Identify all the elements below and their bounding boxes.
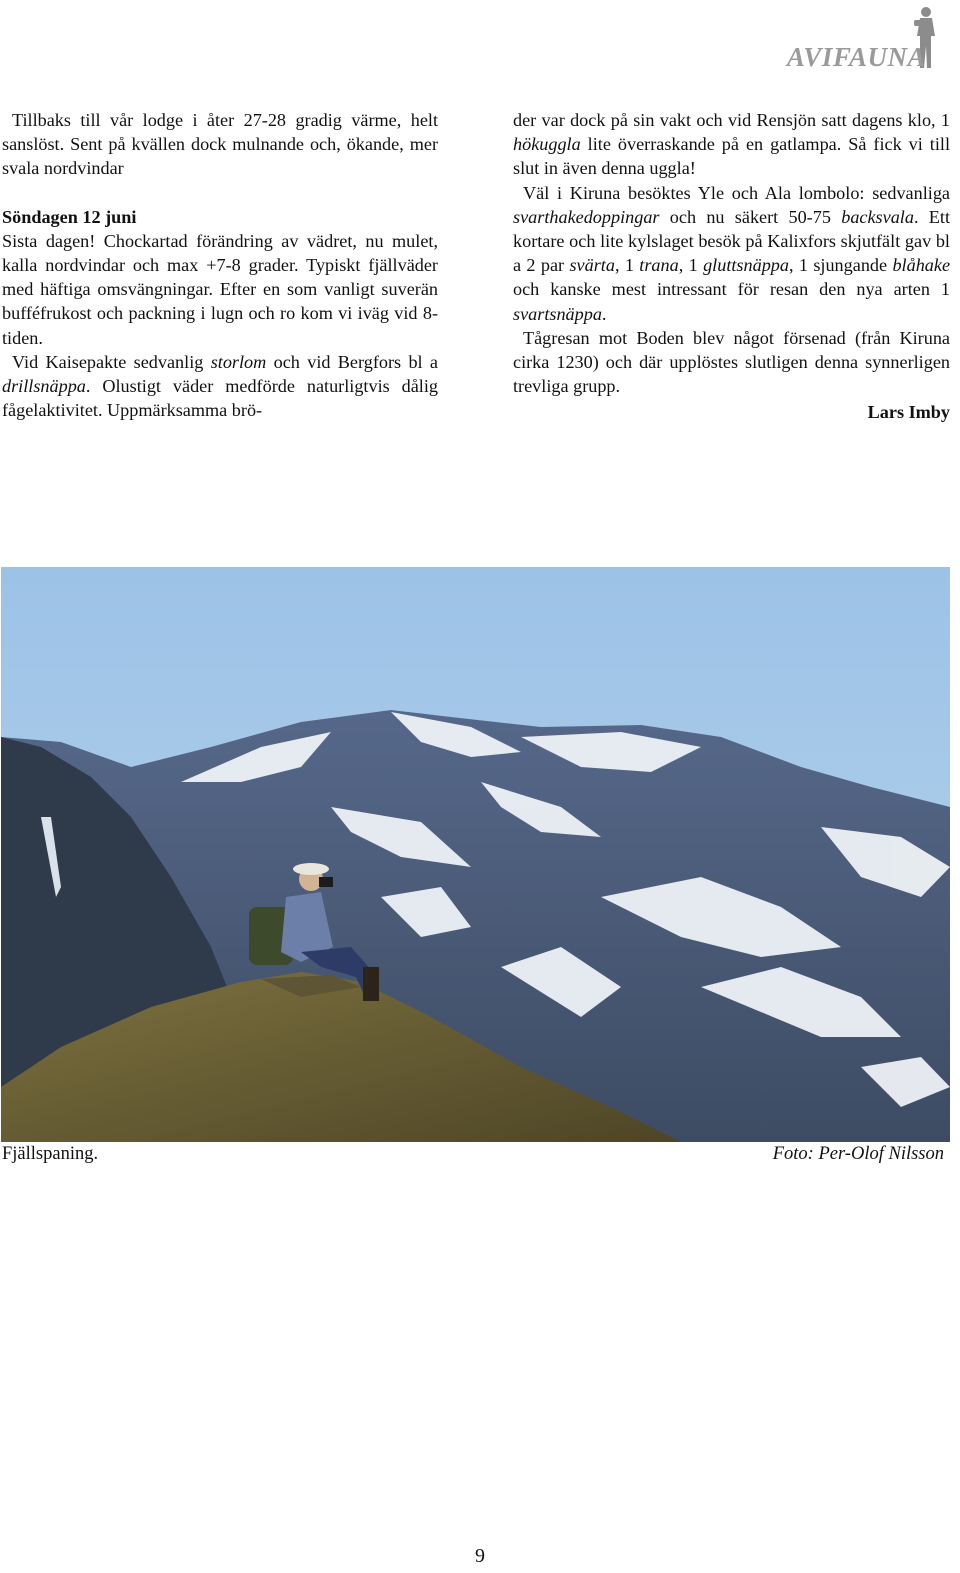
paragraph: Väl i Kiruna besöktes Yle och Ala lombolo: sedvanliga svarthakedoppingar och nu säkert 50-75 backsvala. Ett kortare och lite kylslaget besök på Kalixfors skjutfält gav bl a 2 par svärta, 1 trana, 1 gluttsnäppa, 1 sjungande blåhake och kanske mest intressant för resan den nya arten 1 svartsnäppa. [513,182,951,324]
species-name: backsvala [841,206,914,227]
species-name: gluttsnäppa [703,255,789,276]
photo-credit: Foto: Per-Olof Nilsson [772,1144,944,1164]
right-column [513,108,950,425]
page-number: 9 [475,1545,485,1567]
section-heading: Söndagen 12 juni [2,206,137,227]
author-signature: Lars Imby [867,402,950,423]
photo-caption: Fjällspaning. [2,1144,99,1164]
mountain-photo [1,567,950,1142]
species-name: svarthakedoppingar [513,206,660,227]
mountain-landscape-image [1,567,950,1142]
left-column [2,108,438,422]
species-name: blåhake [892,255,951,276]
species-name: hökuggla [513,134,581,155]
species-name: svartsnäppa [513,303,602,324]
paragraph: Tågresan mot Boden blev något försenad (från Kiruna cirka 1230) och där upplöstes slutligen denna synnerligen trevliga grupp. [513,327,950,397]
logo-text: AVIFAUNA [786,42,926,72]
paragraph: der var dock på sin vakt och vid Rensjön satt dagens klo, 1 hökuggla lite överraskande på en gatlampa. Så fick vi till slut in även denna uggla! [513,110,950,179]
paragraph: Sista dagen! Chockartad förändring av vädret, nu mulet, kalla nordvindar och max +7-8 grader. Typiskt fjällväder med häftiga omsvängningar. Efter en som vanligt suverän bufféfrukost och packning i lugn och ro kom vi iväg vid 8-tiden. [2,230,438,348]
paragraph: Tillbaks till vår lodge i åter 27-28 gradig värme, helt sanslöst. Sent på kvällen dock mulnande och, ökande, mer svala nordvindar [2,110,438,179]
paragraph: Vid Kaisepakte sedvanlig storlom och vid Bergfors bl a drillsnäppa. Olustigt väder medförde naturligtvis dålig fågelaktivitet. Uppmärksamma brö- [2,351,438,421]
species-name: storlom [210,351,267,372]
species-name: svärta [569,255,615,276]
species-name: drillsnäppa [2,376,86,397]
species-name: trana [639,255,679,276]
